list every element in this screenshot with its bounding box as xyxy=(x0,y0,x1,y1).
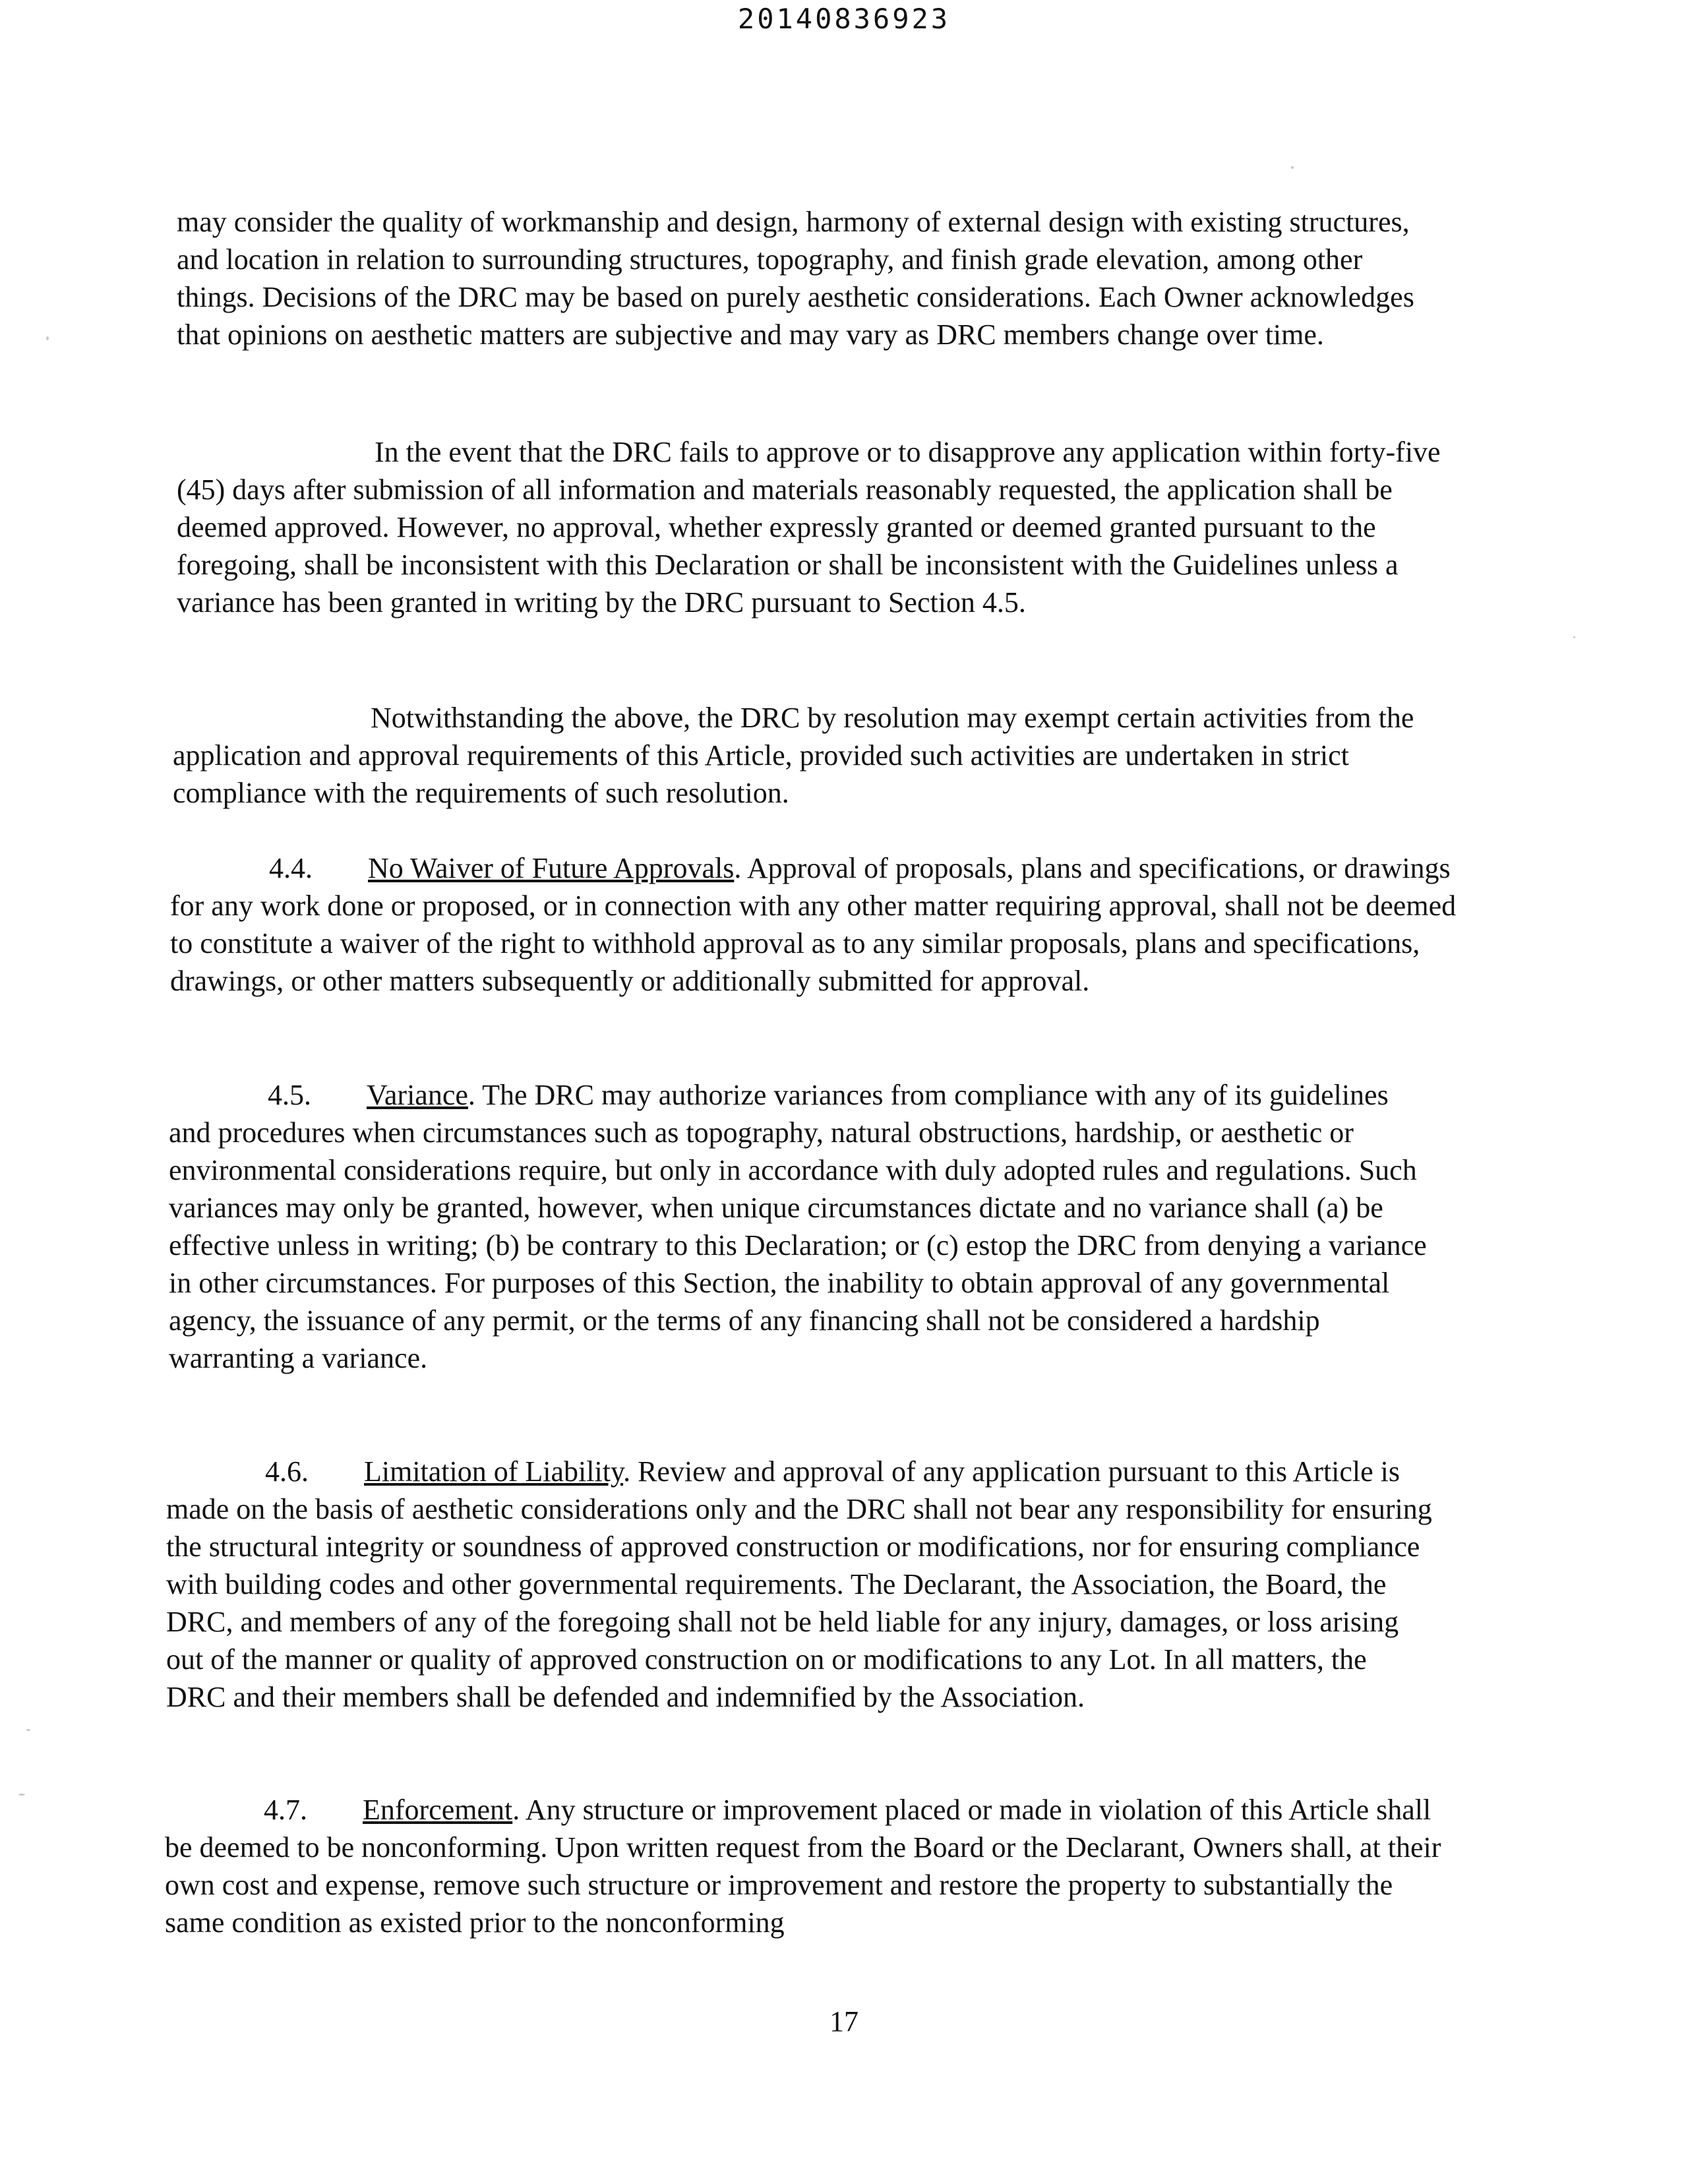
section-title: No Waiver of Future Approvals xyxy=(368,852,735,884)
scan-speck xyxy=(1291,166,1294,169)
paragraph-text: may consider the quality of workmanship and design, harmony of external design with existing structures, and location in relation to surrounding structures, topography, and finish grade elevation, among other things. Decisions of the DRC may be based on purely aesthetic considerations. Each Owner acknowledges that opinions on aesthetic matters are subjective and may vary as DRC members change over time. xyxy=(177,206,1414,351)
scan-speck xyxy=(46,336,49,340)
page-number: 17 xyxy=(829,2005,859,2038)
section-paragraph xyxy=(170,849,1462,1000)
section-number: 4.7. xyxy=(264,1794,307,1826)
section-text: . The DRC may authorize variances from compliance with any of its guidelines and procedures when circumstances such as topography, natural obstructions, hardship, or aesthetic or environmental considerations require, but only in accordance with duly adopted rules and regulations. Such variances may only be granted, however, when unique circumstances dictate and no variance shall (a) be effective unless in writing; (b) be contrary to this Declaration; or (c) estop the DRC from denying a variance in other circumstances. For purposes of this Section, the inability to obtain approval of any governmental agency, the issuance of any permit, or the terms of any financing shall not be considered a hardship warranting a variance. xyxy=(169,1079,1427,1374)
section-number: 4.4. xyxy=(269,852,313,884)
section-title: Limitation of Liability xyxy=(364,1455,624,1488)
paragraph-text: Notwithstanding the above, the DRC by resolution may exempt certain activities from the application and approval requirements of this Article, provided such activities are undertaken in strict compliance with the requirements of such resolution. xyxy=(173,702,1414,809)
section-paragraph xyxy=(169,1076,1428,1377)
section-text: . Approval of proposals, plans and specifications, or drawings for any work done or proposed, or in connection with any other matter requiring approval, shall not be deemed to constitute a waiver of the right to withhold approval as to any similar proposals, plans and specifications, drawings, or other matters subsequently or additionally submitted for approval. xyxy=(170,852,1457,997)
section-title: Variance xyxy=(367,1079,468,1111)
scan-speck xyxy=(18,1794,25,1796)
section-4-4 xyxy=(170,849,1462,1000)
paragraph-aesthetic-considerations xyxy=(177,203,1443,353)
scan-speck xyxy=(26,1729,30,1731)
section-paragraph xyxy=(166,1453,1432,1716)
section-number: 4.6. xyxy=(265,1455,309,1488)
section-text: . Review and approval of any application pursuant to this Article is made on the basis of aesthetic considerations only and the DRC shall not bear any responsibility for ensuring the structural integrity or soundness of approved construction or modifications, nor for ensuring compliance with building codes and other governmental requirements. The Declarant, the Association, the Board, the DRC, and members of any of the foregoing shall not be held liable for any injury, damages, or loss arising out of the manner or quality of approved construction on or modifications to any Lot. In all matters, the DRC and their members shall be defended and indemnified by the Association. xyxy=(166,1455,1432,1713)
document-number: 20140836923 xyxy=(737,3,951,35)
section-number: 4.5. xyxy=(268,1079,311,1111)
section-paragraph xyxy=(165,1791,1457,1941)
section-4-6 xyxy=(166,1453,1432,1716)
section-text: . Any structure or improvement placed or made in violation of this Article shall be deemed to be nonconforming. Upon written request from the Board or the Declarant, Owners shall, at their own cost and expense, remove such structure or improvement and restore the property to substantially the same condition as existed prior to the nonconforming xyxy=(165,1794,1441,1939)
scan-speck xyxy=(1573,636,1575,638)
section-4-7 xyxy=(165,1791,1457,1941)
paragraph-deemed-approval xyxy=(177,433,1469,621)
paragraph-text: In the event that the DRC fails to approve or to disapprove any application within forty-five (45) days after submission of all information and materials reasonably requested, the application shall be deemed approved. However, no approval, whether expressly granted or deemed granted pursuant to the foregoing, shall be inconsistent with this Declaration or shall be inconsistent with the Guidelines unless a variance has been granted in writing by the DRC pursuant to Section 4.5. xyxy=(177,436,1441,619)
section-title: Enforcement xyxy=(363,1794,513,1826)
paragraph-exemption xyxy=(173,699,1439,812)
section-4-5 xyxy=(169,1076,1428,1377)
